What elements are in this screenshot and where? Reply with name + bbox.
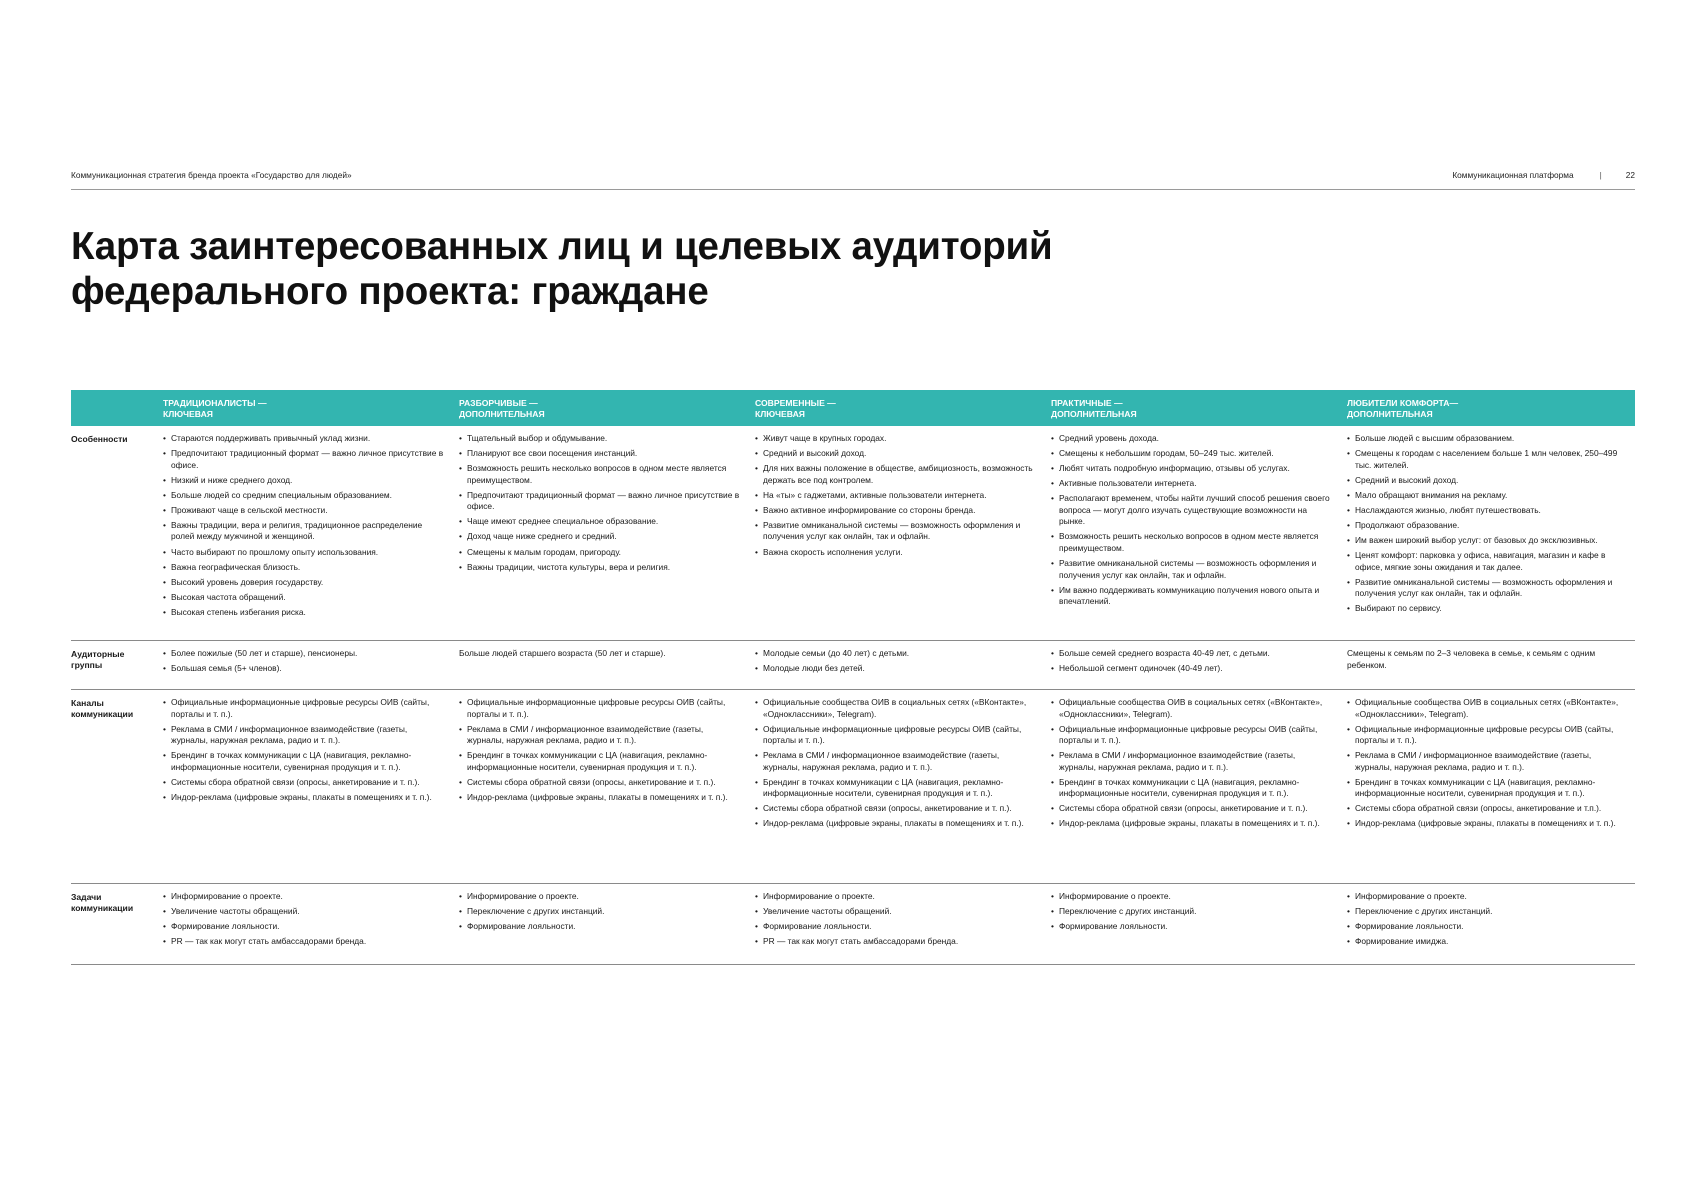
bullet-list: [163, 697, 445, 803]
list-item: • Смещены к небольшим городам, 50–249 тыс. жителей.: [1051, 448, 1333, 460]
list-item: • Часто выбирают по прошлому опыту использования.: [163, 547, 445, 559]
list-item: • Системы сбора обратной связи (опросы, анкетирование и т.п.).: [1347, 803, 1629, 815]
bullet-list: [459, 891, 741, 933]
list-item: • Брендинг в точках коммуникации с ЦА (навигация, рекламно-информационные носители, сувенирная продукция и т. п.).: [755, 777, 1037, 800]
list-item: • Располагают временем, чтобы найти лучший способ решения своего вопроса — могут долго изучать существующие возможности на рынке.: [1051, 493, 1333, 528]
list-item: • Индор-реклама (цифровые экраны, плакаты в помещениях и т. п.).: [459, 792, 741, 804]
table-header-corner: [71, 390, 163, 426]
list-item: • Любят читать подробную информацию, отзывы об услугах.: [1051, 463, 1333, 475]
list-item: • Стараются поддерживать привычный уклад жизни.: [163, 433, 445, 445]
bullet-list: [1051, 433, 1333, 608]
column-header: ПРАКТИЧНЫЕ — ДОПОЛНИТЕЛЬНАЯ: [1051, 398, 1137, 419]
list-item: • Реклама в СМИ / информационное взаимодействие (газеты, журналы, наружная реклама, радио и т. п.).: [459, 724, 741, 747]
bullet-list: [459, 697, 741, 803]
list-item: • Информирование о проекте.: [459, 891, 741, 903]
bullet-list: [163, 891, 445, 948]
list-item: • Важно активное информирование со стороны бренда.: [755, 505, 1037, 517]
list-item: • Информирование о проекте.: [1051, 891, 1333, 903]
table-cell: [755, 426, 1051, 640]
list-item: • Доход чаще ниже среднего и средний.: [459, 531, 741, 543]
list-item: • Системы сбора обратной связи (опросы, анкетирование и т. п.).: [755, 803, 1037, 815]
list-item: • Предпочитают традиционный формат — важно личное присутствие в офисе.: [163, 448, 445, 471]
table-cell: [755, 690, 1051, 883]
table-cell: [1347, 426, 1643, 640]
list-item: • Реклама в СМИ / информационное взаимодействие (газеты, журналы, наружная реклама, радио и т. п.).: [163, 724, 445, 747]
list-item: • Активные пользователи интернета.: [1051, 478, 1333, 490]
list-item: • Высокая степень избегания риска.: [163, 607, 445, 619]
list-item: • Официальные информационные цифровые ресурсы ОИВ (сайты, порталы и т. п.).: [1051, 724, 1333, 747]
list-item: • Индор-реклама (цифровые экраны, плакаты в помещениях и т. п.).: [163, 792, 445, 804]
page-title: [71, 224, 1371, 314]
bullet-list: [1051, 697, 1333, 830]
column-header: РАЗБОРЧИВЫЕ — ДОПОЛНИТЕЛЬНАЯ: [459, 398, 545, 419]
list-item: • Важны традиции, вера и религия, традиционное распределение ролей между мужчиной и женщиной.: [163, 520, 445, 543]
list-item: • Продолжают образование.: [1347, 520, 1629, 532]
list-item: • Официальные сообщества ОИВ в социальных сетях («ВКонтакте», «Одноклассники», Telegram).: [1347, 697, 1629, 720]
table-row-tasks: [71, 884, 1635, 965]
row-label: Каналы коммуникации: [71, 698, 134, 719]
list-item: • Ценят комфорт: парковка у офиса, навигация, магазин и кафе в офисе, мягкие зоны ожидания и так далее.: [1347, 550, 1629, 573]
list-item: • Большая семья (5+ членов).: [163, 663, 445, 675]
page-number: 22: [1625, 170, 1635, 180]
list-item: • Переключение с других инстанций.: [459, 906, 741, 918]
header-right: [1452, 170, 1635, 180]
list-item: • Формирование лояльности.: [1347, 921, 1629, 933]
list-item: • Планируют все свои посещения инстанций.: [459, 448, 741, 460]
table-row-channels: [71, 690, 1635, 884]
list-item: • Официальные сообщества ОИВ в социальных сетях («ВКонтакте», «Одноклассники», Telegram).: [755, 697, 1037, 720]
list-item: • Предпочитают традиционный формат — важно личное присутствие в офисе.: [459, 490, 741, 513]
table-cell: [1347, 884, 1643, 964]
list-item: • Молодые семьи (до 40 лет) с детьми.: [755, 648, 1037, 660]
list-item: • Развитие омниканальной системы — возможность оформления и получения услуг как онлайн, так и офлайн.: [755, 520, 1037, 543]
list-item: • Увеличение частоты обращений.: [163, 906, 445, 918]
header-separator: |: [1599, 170, 1602, 180]
cell-text: Больше людей старшего возраста (50 лет и старше).: [459, 648, 666, 658]
table-cell: [1347, 690, 1643, 883]
column-header: ТРАДИЦИОНАЛИСТЫ — КЛЮЧЕВАЯ: [163, 398, 267, 419]
list-item: • Формирование лояльности.: [163, 921, 445, 933]
row-label: Аудиторные группы: [71, 649, 125, 670]
row-label: Особенности: [71, 434, 128, 444]
table-cell: [1051, 690, 1347, 883]
list-item: • Небольшой сегмент одиночек (40-49 лет).: [1051, 663, 1333, 675]
table-cell: [163, 884, 459, 964]
list-item: • Переключение с других инстанций.: [1347, 906, 1629, 918]
list-item: • Им важно поддерживать коммуникацию получения нового опыта и впечатлений.: [1051, 585, 1333, 608]
document-title: Коммуникационная стратегия бренда проекта «Государство для людей»: [71, 170, 352, 180]
list-item: • Брендинг в точках коммуникации с ЦА (навигация, рекламно-информационные носители, сувенирная продукция и т. п.).: [459, 750, 741, 773]
list-item: • Тщательный выбор и обдумывание.: [459, 433, 741, 445]
list-item: • Высокий уровень доверия государству.: [163, 577, 445, 589]
header-divider: [71, 189, 1635, 190]
bullet-list: [755, 648, 1037, 675]
list-item: • Официальные информационные цифровые ресурсы ОИВ (сайты, порталы и т. п.).: [1347, 724, 1629, 747]
list-item: • Индор-реклама (цифровые экраны, плакаты в помещениях и т. п.).: [1051, 818, 1333, 830]
bullet-list: [1347, 891, 1629, 948]
list-item: • Официальные информационные цифровые ресурсы ОИВ (сайты, порталы и т. п.).: [755, 724, 1037, 747]
bullet-list: [1347, 697, 1629, 830]
list-item: • Важна географическая близость.: [163, 562, 445, 574]
list-item: • Выбирают по сервису.: [1347, 603, 1629, 615]
list-item: • Возможность решить несколько вопросов в одном месте является преимуществом.: [459, 463, 741, 486]
list-item: • Важны традиции, чистота культуры, вера и религия.: [459, 562, 741, 574]
list-item: • Развитие омниканальной системы — возможность оформления и получения услуг как онлайн, так и офлайн.: [1051, 558, 1333, 581]
bullet-list: [163, 648, 445, 675]
list-item: • Информирование о проекте.: [755, 891, 1037, 903]
list-item: • Брендинг в точках коммуникации с ЦА (навигация, рекламно-информационные носители, сувенирная продукция и т. п.).: [1051, 777, 1333, 800]
table-cell: [163, 690, 459, 883]
list-item: • Важна скорость исполнения услуги.: [755, 547, 1037, 559]
list-item: • Смещены к малым городам, пригороду.: [459, 547, 741, 559]
stakeholder-table: [71, 390, 1635, 965]
section-name: Коммуникационная платформа: [1452, 170, 1574, 180]
bullet-list: [1051, 648, 1333, 675]
list-item: • Высокая частота обращений.: [163, 592, 445, 604]
list-item: • Формирование имиджа.: [1347, 936, 1629, 948]
list-item: • Реклама в СМИ / информационное взаимодействие (газеты, журналы, наружная реклама, радио и т. п.).: [1051, 750, 1333, 773]
bullet-list: [459, 433, 741, 573]
list-item: • Системы сбора обратной связи (опросы, анкетирование и т. п.).: [459, 777, 741, 789]
list-item: • Официальные информационные цифровые ресурсы ОИВ (сайты, порталы и т. п.).: [163, 697, 445, 720]
list-item: • Больше семей среднего возраста 40-49 лет, с детьми.: [1051, 648, 1333, 660]
list-item: • Более пожилые (50 лет и старше), пенсионеры.: [163, 648, 445, 660]
list-item: • Формирование лояльности.: [459, 921, 741, 933]
table-cell: [459, 884, 755, 964]
page-title-line-2: федерального проекта: граждане: [71, 270, 709, 313]
list-item: • Смещены к городам с населением больше 1 млн человек, 250–499 тыс. жителей.: [1347, 448, 1629, 471]
table-cell: [1051, 641, 1347, 689]
bullet-list: [755, 891, 1037, 948]
list-item: • Реклама в СМИ / информационное взаимодействие (газеты, журналы, наружная реклама, радио и т. п.).: [1347, 750, 1629, 773]
table-cell: [459, 426, 755, 640]
table-row-audience-groups: [71, 641, 1635, 690]
table-header-row: [71, 390, 1635, 426]
list-item: • Развитие омниканальной системы — возможность оформления и получения услуг как онлайн, так и офлайн.: [1347, 577, 1629, 600]
page-title-line-1: Карта заинтересованных лиц и целевых аудиторий: [71, 225, 1053, 268]
list-item: • Формирование лояльности.: [1051, 921, 1333, 933]
list-item: • Молодые люди без детей.: [755, 663, 1037, 675]
list-item: • PR — так как могут стать амбассадорами бренда.: [755, 936, 1037, 948]
list-item: • Брендинг в точках коммуникации с ЦА (навигация, рекламно-информационные носители, сувенирная продукция и т. п.).: [163, 750, 445, 773]
list-item: • Больше людей со средним специальным образованием.: [163, 490, 445, 502]
table-cell: [755, 884, 1051, 964]
bullet-list: [1051, 891, 1333, 933]
table-row-features: [71, 426, 1635, 641]
cell-text: Смещены к семьям по 2–3 человека в семье, к семьям с одним ребенком.: [1347, 648, 1596, 670]
column-header: ЛЮБИТЕЛИ КОМФОРТА— ДОПОЛНИТЕЛЬНАЯ: [1347, 398, 1459, 419]
bullet-list: [755, 697, 1037, 830]
list-item: • Чаще имеют среднее специальное образование.: [459, 516, 741, 528]
list-item: • Увеличение частоты обращений.: [755, 906, 1037, 918]
list-item: • Наслаждаются жизнью, любят путешествовать.: [1347, 505, 1629, 517]
list-item: • Индор-реклама (цифровые экраны, плакаты в помещениях и т. п.).: [1347, 818, 1629, 830]
table-cell: [459, 641, 755, 689]
list-item: • Им важен широкий выбор услуг: от базовых до эксклюзивных.: [1347, 535, 1629, 547]
list-item: • Средний уровень дохода.: [1051, 433, 1333, 445]
list-item: • Официальные информационные цифровые ресурсы ОИВ (сайты, порталы и т. п.).: [459, 697, 741, 720]
list-item: • Формирование лояльности.: [755, 921, 1037, 933]
list-item: • Проживают чаще в сельской местности.: [163, 505, 445, 517]
list-item: • Мало обращают внимания на рекламу.: [1347, 490, 1629, 502]
list-item: • Возможность решить несколько вопросов в одном месте является преимуществом.: [1051, 531, 1333, 554]
bullet-list: [1347, 433, 1629, 615]
list-item: • Низкий и ниже среднего доход.: [163, 475, 445, 487]
list-item: • Живут чаще в крупных городах.: [755, 433, 1037, 445]
table-cell: [755, 641, 1051, 689]
list-item: • Для них важны положение в обществе, амбициозность, возможность держать все под контролем.: [755, 463, 1037, 486]
list-item: • На «ты» с гаджетами, активные пользователи интернета.: [755, 490, 1037, 502]
list-item: • Информирование о проекте.: [163, 891, 445, 903]
table-cell: [163, 641, 459, 689]
column-header: СОВРЕМЕННЫЕ — КЛЮЧЕВАЯ: [755, 398, 836, 419]
list-item: • Системы сбора обратной связи (опросы, анкетирование и т. п.).: [163, 777, 445, 789]
list-item: • Средний и высокий доход.: [1347, 475, 1629, 487]
bullet-list: [163, 433, 445, 618]
row-label: Задачи коммуникации: [71, 892, 134, 913]
list-item: • Реклама в СМИ / информационное взаимодействие (газеты, журналы, наружная реклама, радио и т. п.).: [755, 750, 1037, 773]
list-item: • Индор-реклама (цифровые экраны, плакаты в помещениях и т. п.).: [755, 818, 1037, 830]
list-item: • PR — так как могут стать амбассадорами бренда.: [163, 936, 445, 948]
list-item: • Больше людей с высшим образованием.: [1347, 433, 1629, 445]
list-item: • Переключение с других инстанций.: [1051, 906, 1333, 918]
list-item: • Информирование о проекте.: [1347, 891, 1629, 903]
bullet-list: [755, 433, 1037, 558]
list-item: • Брендинг в точках коммуникации с ЦА (навигация, рекламно-информационные носители, сувенирная продукция и т. п.).: [1347, 777, 1629, 800]
list-item: • Системы сбора обратной связи (опросы, анкетирование и т. п.).: [1051, 803, 1333, 815]
table-cell: [459, 690, 755, 883]
list-item: • Средний и высокий доход.: [755, 448, 1037, 460]
table-cell: [1051, 884, 1347, 964]
table-cell: [1051, 426, 1347, 640]
table-cell: [163, 426, 459, 640]
list-item: • Официальные сообщества ОИВ в социальных сетях («ВКонтакте», «Одноклассники», Telegram).: [1051, 697, 1333, 720]
table-cell: [1347, 641, 1643, 689]
